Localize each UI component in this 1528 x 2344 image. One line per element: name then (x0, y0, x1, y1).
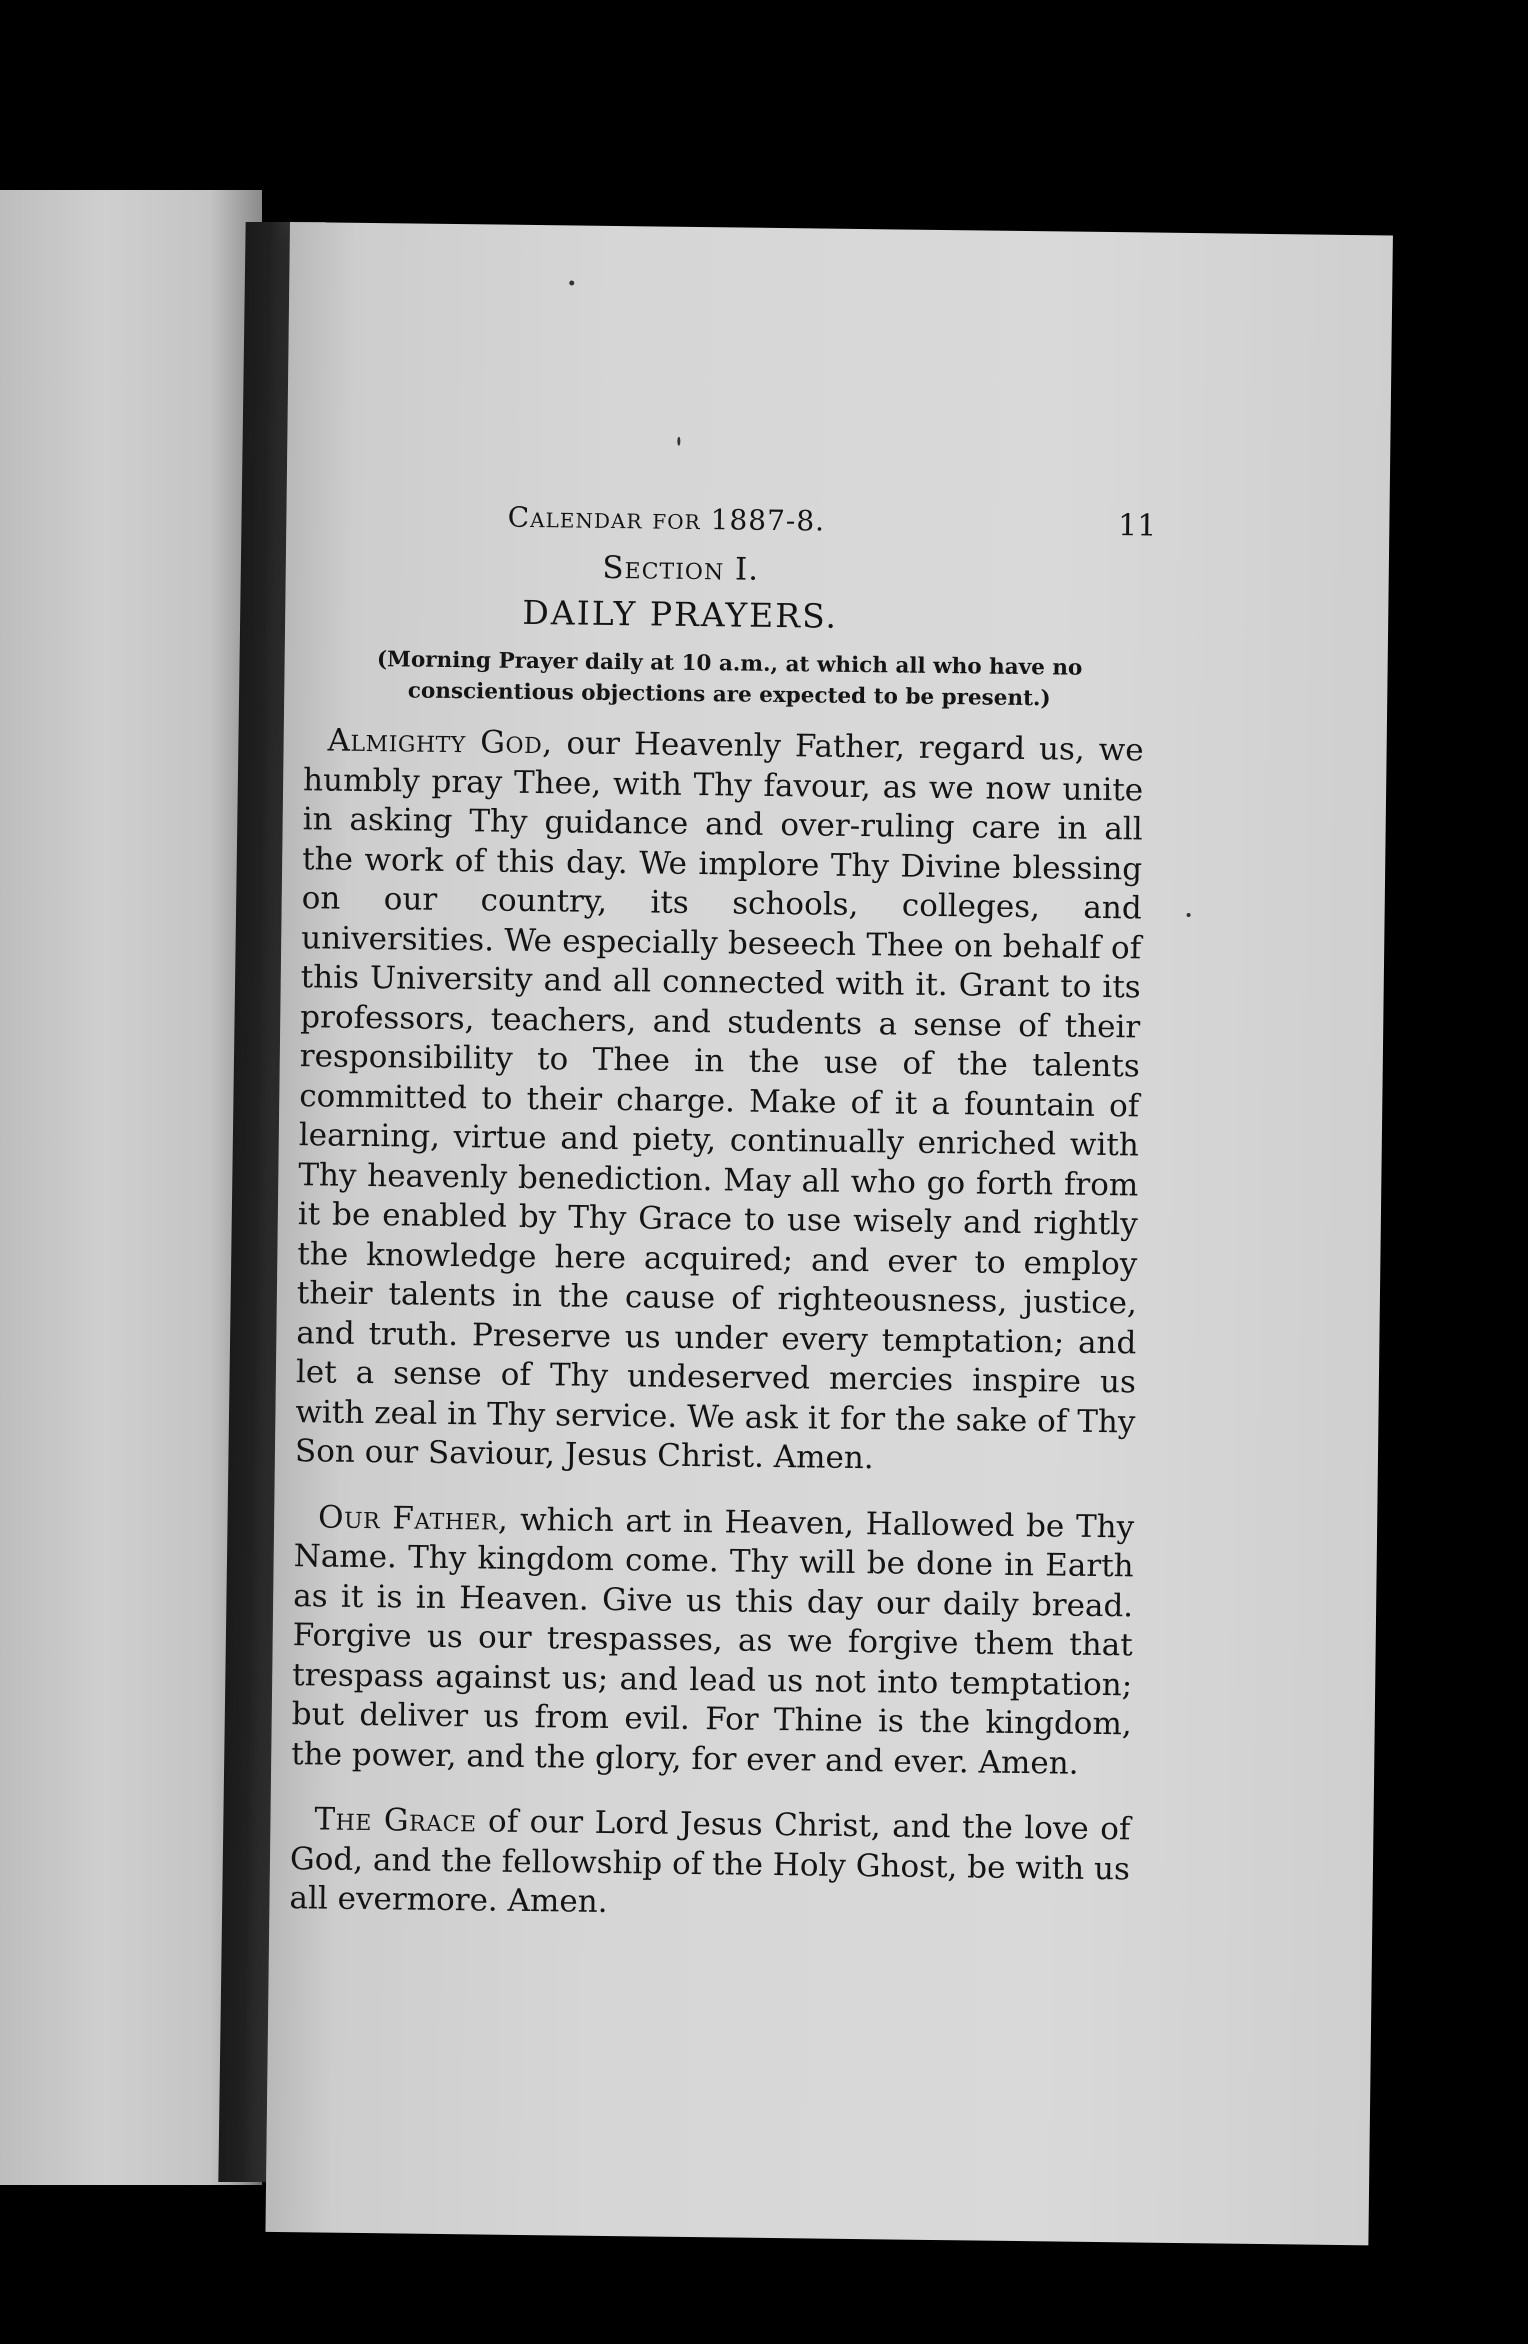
running-title: Calendar for 1887-8. (507, 500, 826, 538)
paragraph-text: our Heavenly Father, regard us, we humbly pray Thee, with Thy favour, as we now unite in asking Thy guidance and over-ruling care in all the work of this day. We implore Thy Divine blessing on our country, its schools, colleges, and universities. We especially beseech Thee on behalf of this University and all connected with it. Grant to its professors, teachers, and students a sense of their responsibility to Thee in the use of the talents committed to their charge. Make of it a fountain of learning, virtue and piety, continually enriched with Thy heavenly benediction. May all who go forth from it be enabled by Thy Grace to use wisely and rightly the knowledge here acquired; and ever to employ their talents in the cause of righteousness, justice, and truth. Preserve us under every temptation; and let a sense of Thy undeserved mercies inspire us with zeal in Thy service. We ask it for the sake of Thy Son our Saviour, Jesus Christ. Amen. (294, 725, 1144, 1477)
paper-speck (677, 437, 680, 446)
section-title: DAILY PRAYERS. (522, 592, 839, 636)
paragraph-text: of our Lord Jesus Christ, and the love of God, and the fellowship of the Holy Ghost, be with us all evermore. Amen. (289, 1803, 1131, 1921)
running-head (316, 492, 1157, 552)
book-page (265, 222, 1392, 2245)
paper-speck (1187, 913, 1191, 917)
paragraph-text: which art in Heaven, Hallowed be Thy Name. Thy kingdom come. Thy will be done in Earth as it is in Heaven. Give us this day our daily bread. Forgive us our trespasses, as we forgive them that trespass against us; and lead us not into temptation; but deliver us from evil. For Thine is the kingdom, the power, and the glory, for ever and ever. Amen. (291, 1501, 1135, 1782)
paragraph-lead: Almighty God, (327, 722, 553, 762)
paper-speck (569, 280, 574, 285)
page-content (289, 492, 1157, 1929)
page-number: 11 (1117, 508, 1157, 544)
section-label: Section I. (602, 549, 760, 588)
prayer-paragraph-almighty (295, 721, 1144, 1482)
prayer-paragraph-our-father (291, 1498, 1134, 1785)
prayer-paragraph-grace (289, 1800, 1130, 1929)
attendance-note: (Morning Prayer daily at 10 a.m., at which all who have no conscientious objections are expected to be present.) (376, 647, 1083, 712)
paragraph-lead: Our Father, (317, 1498, 509, 1538)
paragraph-lead: The Grace (314, 1801, 477, 1840)
